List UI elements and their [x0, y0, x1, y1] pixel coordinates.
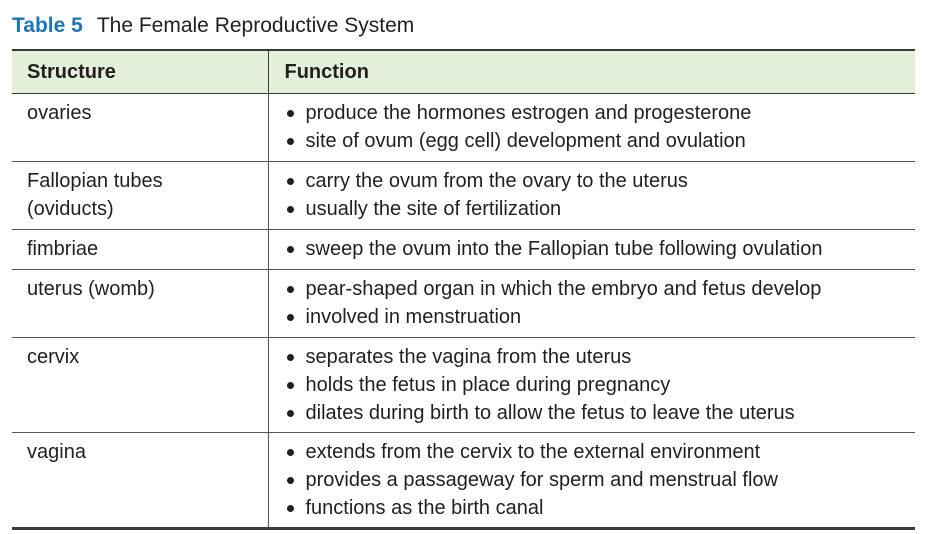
- structure-name: ovaries: [27, 102, 92, 124]
- function-item: separates the vagina from the uterus: [285, 343, 908, 371]
- table-row-fallopian-tubes: [12, 162, 915, 230]
- function-list: [285, 438, 908, 522]
- header-structure: Structure: [12, 50, 268, 94]
- function-item: involved in menstruation: [285, 303, 908, 331]
- function-list: [285, 235, 908, 263]
- function-item: sweep the ovum into the Fallopian tube following ovulation: [285, 235, 908, 263]
- structure-name: cervix: [27, 346, 80, 368]
- table-caption: [12, 12, 414, 40]
- structure-name: fimbriae: [27, 238, 99, 260]
- table-row-vagina: [12, 433, 915, 529]
- function-item: dilates during birth to allow the fetus to leave the uterus: [285, 399, 908, 427]
- header-row: [12, 50, 915, 94]
- table-body: [12, 94, 915, 529]
- structure-cell: [12, 433, 268, 529]
- function-item: usually the site of fertilization: [285, 195, 908, 223]
- table-header: [12, 50, 915, 94]
- table-row-uterus: [12, 270, 915, 338]
- function-item: carry the ovum from the ovary to the uterus: [285, 167, 908, 195]
- function-list: [285, 343, 908, 427]
- structure-cell: [12, 338, 268, 433]
- function-list: [285, 167, 908, 223]
- function-item: holds the fetus in place during pregnancy: [285, 371, 908, 399]
- table-title: The Female Reproductive System: [96, 14, 415, 37]
- structure-cell: [12, 162, 268, 230]
- function-list: [285, 99, 908, 155]
- table-row-ovaries: [12, 94, 915, 162]
- structure-name: vagina: [27, 441, 86, 463]
- function-cell: [268, 433, 915, 529]
- structure-alt-name: (oviducts): [27, 198, 114, 220]
- function-cell: [268, 270, 915, 338]
- function-item: site of ovum (egg cell) development and ovulation: [285, 127, 908, 155]
- function-cell: [268, 338, 915, 433]
- function-item: functions as the birth canal: [285, 494, 908, 522]
- function-item: produce the hormones estrogen and progesterone: [285, 99, 908, 127]
- function-cell: [268, 230, 915, 270]
- table-row-cervix: [12, 338, 915, 433]
- table-number: Table 5: [12, 14, 83, 37]
- structure-name: uterus (womb): [27, 278, 155, 300]
- function-item: provides a passageway for sperm and menstrual flow: [285, 466, 908, 494]
- function-list: [285, 275, 908, 331]
- function-item: pear-shaped organ in which the embryo and fetus develop: [285, 275, 908, 303]
- reproductive-system-table: [12, 49, 915, 530]
- structure-cell: [12, 270, 268, 338]
- header-function: Function: [268, 50, 915, 94]
- structure-name: Fallopian tubes: [27, 170, 163, 192]
- function-cell: [268, 94, 915, 162]
- structure-cell: [12, 94, 268, 162]
- function-item: extends from the cervix to the external environment: [285, 438, 908, 466]
- function-cell: [268, 162, 915, 230]
- table-row-fimbriae: [12, 230, 915, 270]
- structure-cell: [12, 230, 268, 270]
